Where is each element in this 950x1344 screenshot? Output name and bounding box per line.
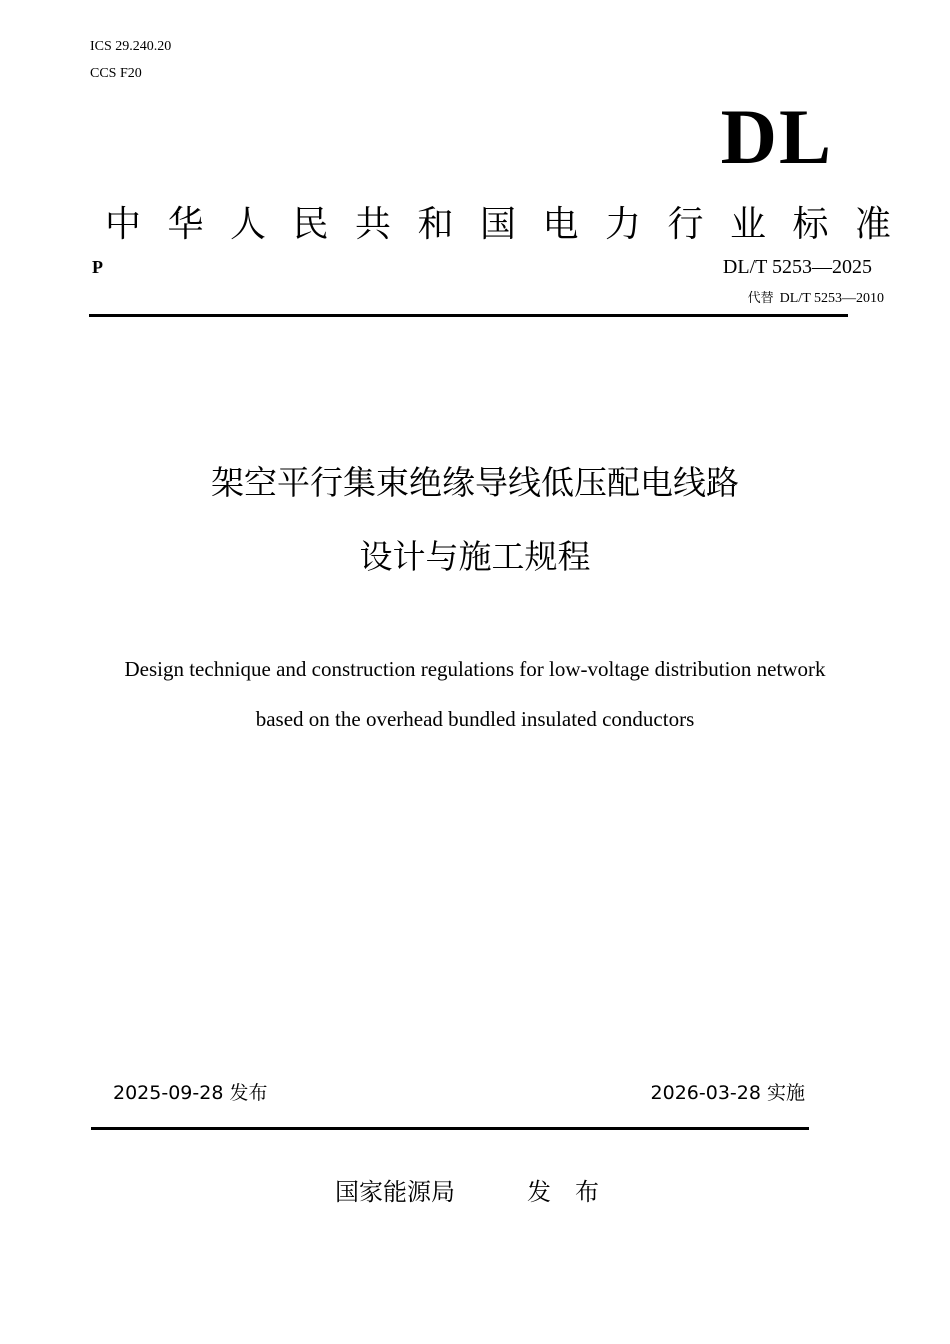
title-en-line1: Design technique and construction regulations for low-voltage distribution network (124, 657, 826, 681)
publish-date: 2025-09-28 发布 (113, 1082, 268, 1104)
footer-divider (91, 1127, 809, 1130)
ccs-code: CCS F20 (90, 66, 142, 81)
category-letter: P (92, 257, 103, 277)
title-cn-line1: 架空平行集束绝缘导线低压配电线路 (211, 463, 739, 502)
header-divider (89, 314, 848, 317)
issue-word: 发布 (527, 1178, 623, 1206)
replaces-label: 代替 (747, 291, 774, 306)
replaces-code: DL/T 5253—2010 (779, 291, 884, 306)
standard-code: DL/T 5253—2025 (722, 256, 872, 278)
ics-code: ICS 29.240.20 (90, 39, 172, 54)
issuer: 国家能源局 (335, 1178, 455, 1206)
title-cn-line2: 设计与施工规程 (359, 537, 591, 576)
title-en-line2: based on the overhead bundled insulated conductors (255, 707, 695, 731)
implement-date: 2026-03-28 实施 (650, 1082, 805, 1104)
dl-logo: DL (720, 93, 833, 180)
standard-type-title: 中华人民共和国电力行业标准 (105, 204, 918, 245)
replaces-line (748, 287, 884, 307)
